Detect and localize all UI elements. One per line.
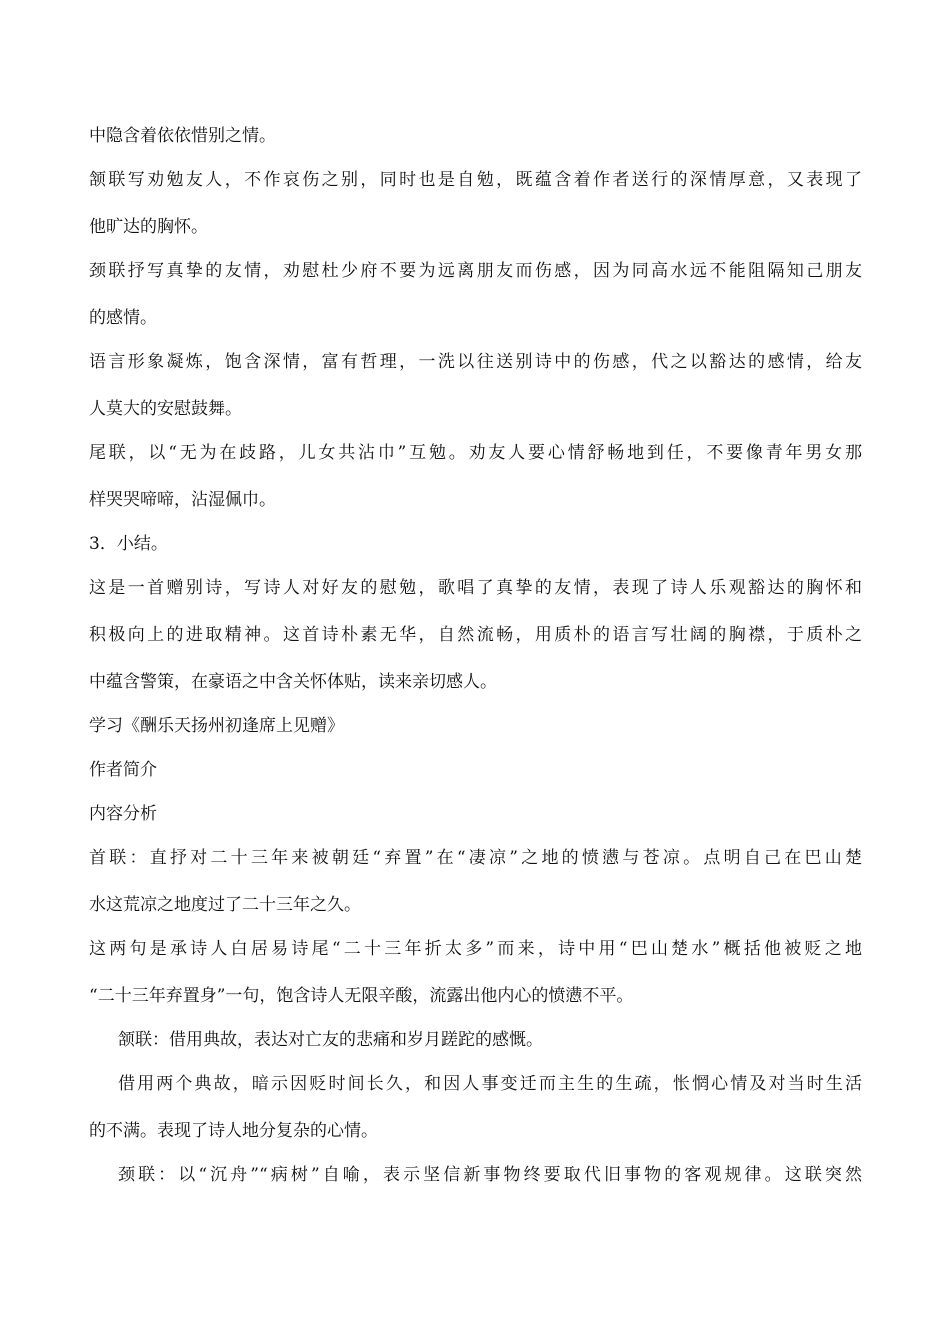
text-line: 样哭哭啼啼，沾湿佩巾。 <box>89 490 276 510</box>
text-line: 中隐含着依依惜别之情。 <box>89 126 276 146</box>
text-line: 的不满。表现了诗人地分复杂的心情。 <box>89 1121 378 1141</box>
text-line: 积极向上的进取精神。这首诗朴素无华，自然流畅，用质朴的语言写壮阔的胸襟，于质朴之 <box>89 625 862 645</box>
text-line: 借用两个典故，暗示因贬时间长久，和因人事变迁而主生的生疏，怅惘心情及对当时生活 <box>118 1074 862 1094</box>
text-line: 尾联，以“无为在歧路，儿女共沾巾”互勉。劝友人要心情舒畅地到任，不要像青年男女那 <box>89 443 862 463</box>
section-heading: 内容分析 <box>89 804 157 824</box>
text-line: 颔联：借用典故，表达对亡友的悲痛和岁月蹉跎的感慨。 <box>118 1030 543 1050</box>
text-line: 水这荒凉之地度过了二十三年之久。 <box>89 895 361 915</box>
text-line: 语言形象凝炼，饱含深情，富有哲理，一洗以往送别诗中的伤感，代之以豁达的感情，给友 <box>89 352 862 372</box>
text-line: 中蕴含警策，在豪语之中含关怀体贴，读来亲切感人。 <box>89 672 497 692</box>
section-heading: 学习《酬乐天扬州初逢席上见赠》 <box>89 716 344 736</box>
text-line: “二十三年弃置身”一句，饱含诗人无限辛酸，流露出他内心的愤懑不平。 <box>89 986 634 1006</box>
text-line: 这两句是承诗人白居易诗尾“二十三年折太多”而来，诗中用“巴山楚水”概括他被贬之地 <box>89 939 862 959</box>
section-heading: 3．小结。 <box>89 534 168 554</box>
text-line: 人莫大的安慰鼓舞。 <box>89 399 242 419</box>
text-line: 颈联：以“沉舟”“病树”自喻，表示坚信新事物终要取代旧事物的客观规律。这联突然 <box>118 1165 862 1185</box>
text-line: 他旷达的胸怀。 <box>89 217 208 237</box>
text-line: 的感情。 <box>89 308 157 328</box>
text-line: 颔联写劝勉友人，不作哀伤之别，同时也是自勉，既蕴含着作者送行的深情厚意，又表现了 <box>89 170 862 190</box>
text-line: 这是一首赠别诗，写诗人对好友的慰勉，歌唱了真挚的友情，表现了诗人乐观豁达的胸怀和 <box>89 578 862 598</box>
text-line: 首联：直抒对二十三年来被朝廷“弃置”在“凄凉”之地的愤懑与苍凉。点明自己在巴山楚 <box>89 848 862 868</box>
text-line: 颈联抒写真挚的友情，劝慰杜少府不要为远离朋友而伤感，因为同高水远不能阻隔知己朋友 <box>89 261 862 281</box>
section-heading: 作者简介 <box>89 760 157 780</box>
